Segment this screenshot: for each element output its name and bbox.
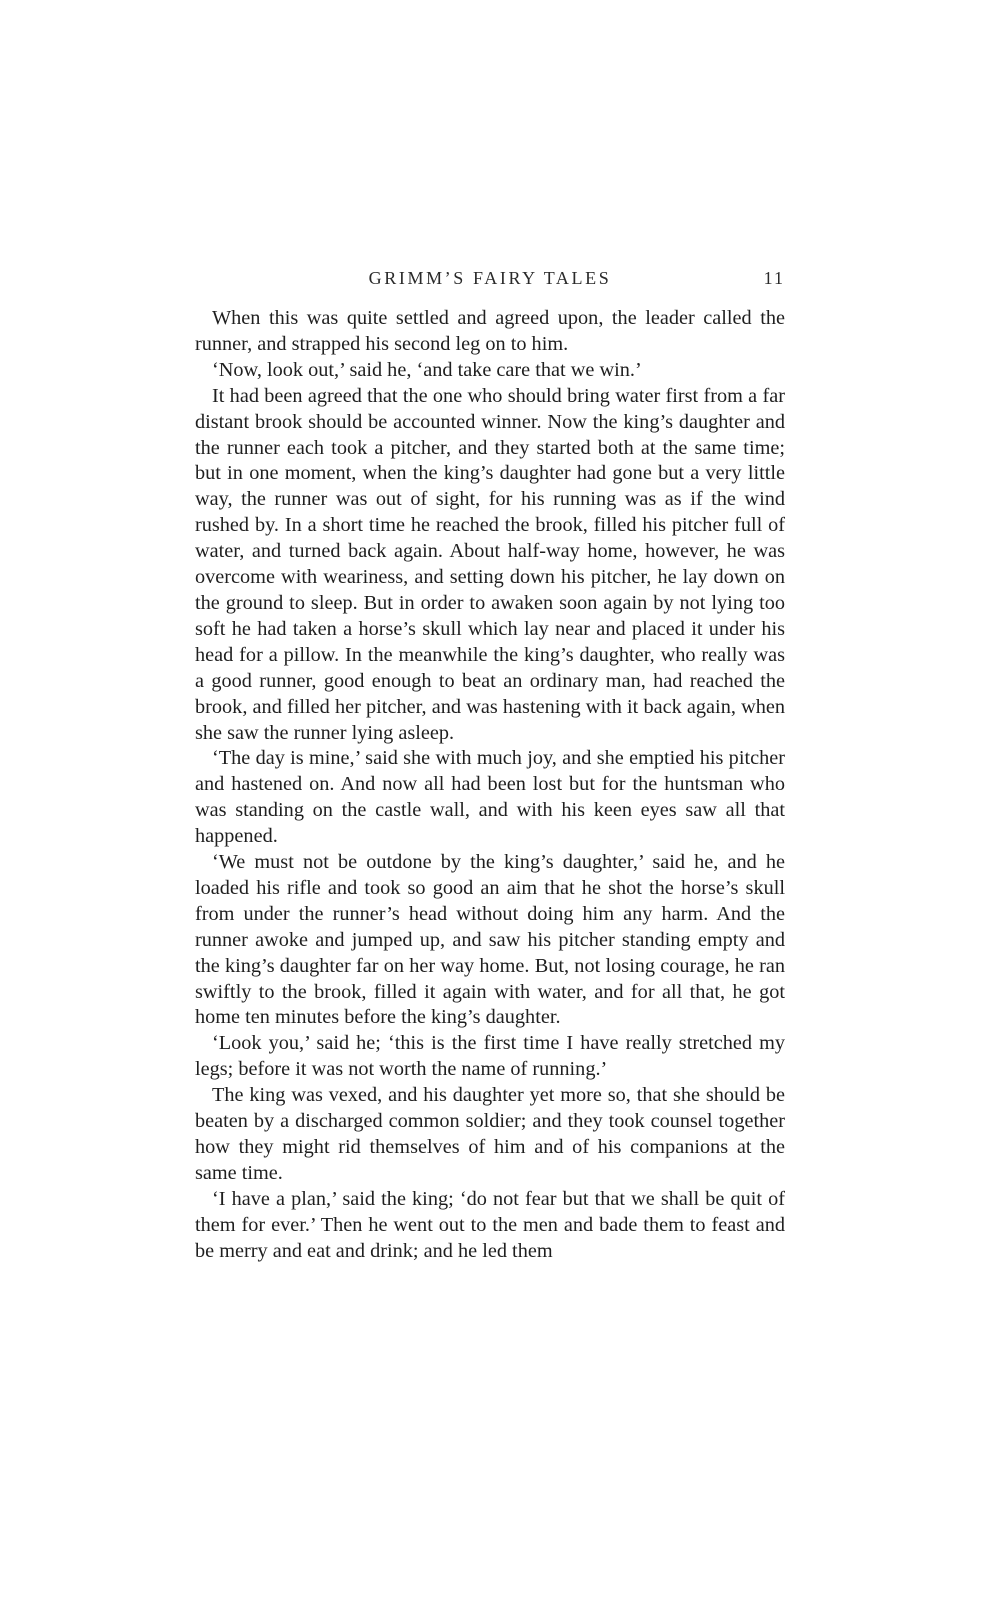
running-head bbox=[195, 268, 785, 296]
paragraph: When this was quite settled and agreed upon, the leader called the runner, and strapped his second leg on to him. bbox=[195, 307, 785, 355]
paragraph: ‘Now, look out,’ said he, ‘and take care that we win.’ bbox=[212, 358, 642, 381]
paragraph: ‘The day is mine,’ said she with much joy, and she emptied his pitcher and hastened on. And now all had been lost but for the huntsman who was standing on the castle wall, and with his keen eyes saw all that happened. bbox=[195, 747, 785, 848]
running-title: GRIMM’S FAIRY TALES bbox=[368, 268, 612, 288]
paragraph: ‘I have a plan,’ said the king; ‘do not fear but that we shall be quit of them for ever.’ Then he went out to the men and bade them to feast and be merry and eat and drink; and he led them bbox=[195, 1187, 785, 1262]
body-text bbox=[195, 306, 785, 1265]
paragraph: It had been agreed that the one who should bring water first from a far distant brook should be accounted winner. Now the king’s daughter and the runner each took a pitcher, and they started both at the same time; but in one moment, when the king’s daughter had gone but a very little way, the runner was out of sight, for his running was as if the wind rushed by. In a short time he reached the brook, filled his pitcher full of water, and turned back again. About half-way home, however, he was overcome with weariness, and setting down his pitcher, he lay down on the ground to sleep. But in order to awaken soon again by not lying too soft he had taken a horse’s skull which lay near and placed it under his head for a pillow. In the meanwhile the king’s daughter, who really was a good runner, good enough to beat an ordinary man, had reached the brook, and filled her pitcher, and was hastening with it back again, when she saw the runner lying asleep. bbox=[195, 384, 785, 744]
paragraph: The king was vexed, and his daughter yet more so, that she should be beaten by a discharged common soldier; and they took counsel together how they might rid themselves of him and of his companions at the same time. bbox=[195, 1084, 785, 1184]
page-number: 11 bbox=[763, 268, 785, 288]
paragraph: ‘Look you,’ said he; ‘this is the first time I have really stretched my legs; before it was not worth the name of running.’ bbox=[195, 1032, 785, 1081]
paragraph: ‘We must not be outdone by the king’s daughter,’ said he, and he loaded his rifle and took so good an aim that he shot the horse’s skull from under the runner’s head without doing him any harm. And the runner awoke and jumped up, and saw his pitcher standing empty and the king’s daughter far on her way home. But, not losing courage, he ran swiftly to the brook, filled it again with water, and for all that, he got home ten minutes before the king’s daughter. bbox=[195, 851, 785, 1029]
